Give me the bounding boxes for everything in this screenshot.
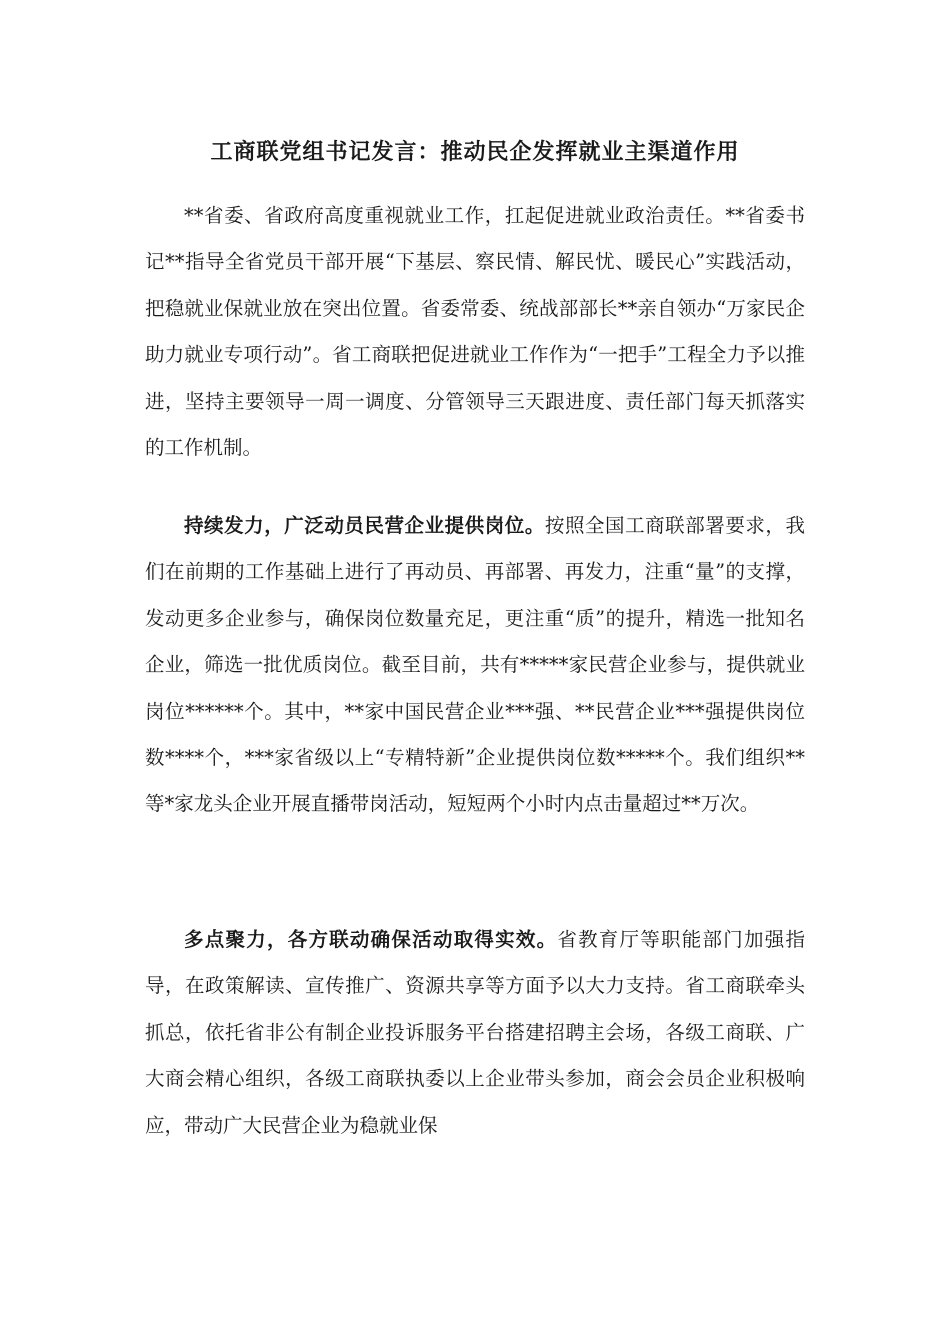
- paragraph-3-text: 省教育厅等职能部门加强指导，在政策解读、宣传推广、资源共享等方面予以大力支持。省工商联牵头抓总，依托省非公有制企业投诉服务平台搭建招聘主会场，各级工商联、广大商会精心组织，各级工商联执委以上企业带头参加，商会会员企业积极响应，带动广大民营企业为稳就业保: [145, 928, 805, 1137]
- paragraph-2-lead: 持续发力，广泛动员民营企业提供岗位。: [184, 514, 545, 537]
- paragraph-3: [145, 917, 805, 1149]
- document-title: 工商联党组书记发言：推动民企发挥就业主渠道作用: [210, 139, 740, 165]
- paragraph-3-lead: 多点聚力，各方联动确保活动取得实效。: [184, 928, 558, 951]
- paragraph-1: [145, 193, 805, 471]
- paragraph-1-text: **省委、省政府高度重视就业工作，扛起促进就业政治责任。**省委书记**指导全省党员干部开展“下基层、察民情、解民忧、暖民心”实践活动，把稳就业保就业放在突出位置。省委常委、统战部部长**亲自领办“万家民企助力就业专项行动”。省工商联把促进就业工作作为“一把手”工程全力予以推进，坚持主要领导一周一调度、分管领导三天跟进度、责任部门每天抓落实的工作机制。: [145, 204, 805, 460]
- paragraph-2: [145, 503, 805, 828]
- paragraph-2-text: 按照全国工商联部署要求，我们在前期的工作基础上进行了再动员、再部署、再发力，注重“量”的支撑，发动更多企业参与，确保岗位数量充足，更注重“质”的提升，精选一批知名企业，筛选一批优质岗位。截至目前，共有*****家民营企业参与，提供就业岗位******个。其中，**家中国民营企业***强、**民营企业***强提供岗位数****个，***家省级以上“专精特新”企业提供岗位数*****个。我们组织**等*家龙头企业开展直播带岗活动，短短两个小时内点击量超过**万次。: [145, 514, 805, 816]
